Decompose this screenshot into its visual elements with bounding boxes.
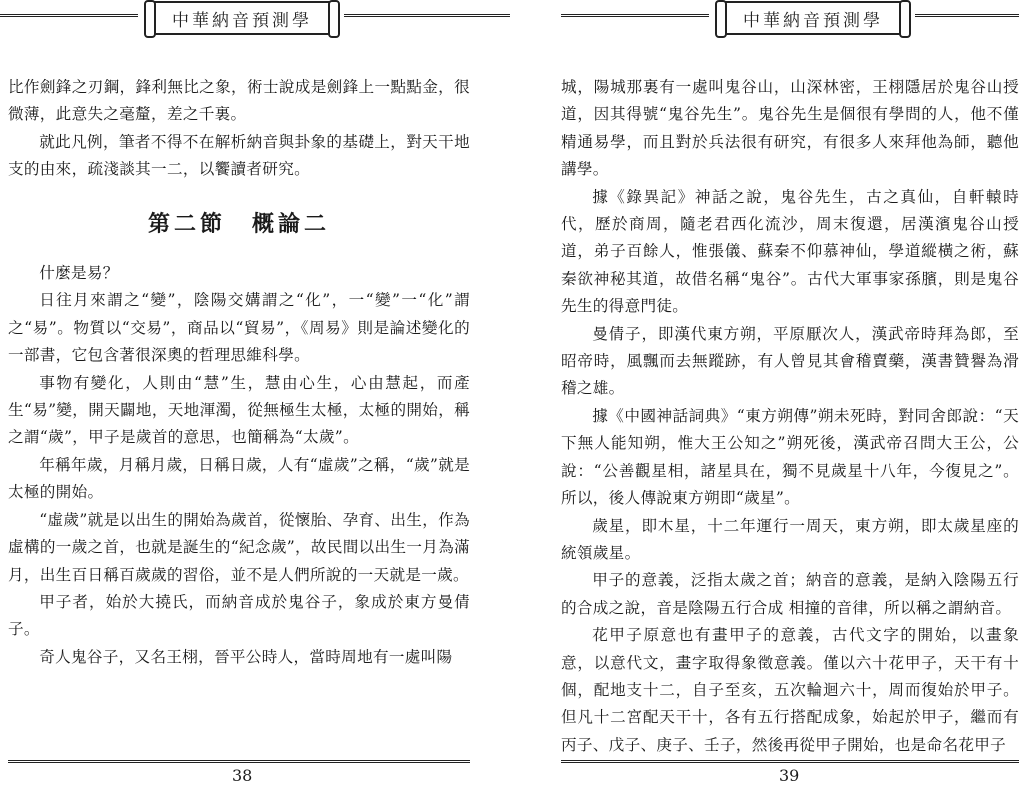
page-number: 38: [232, 766, 253, 785]
right-body: [561, 74, 1019, 759]
header-rule-left: [0, 14, 138, 17]
paragraph: 奇人鬼谷子，又名王栩，晉平公時人，當時周地有一處叫陽: [39, 647, 453, 666]
paragraph: 曼倩子，即漢代東方朔，平原厭次人，漢武帝時拜為郎，至昭帝時，風飄而去無蹤跡，有人曾見其會稽賣藥，漢書贊譽為滑稽之雄。: [561, 324, 1019, 398]
paragraph: 甲子者，始於大撓氏，而納音成於鬼谷子，象成於東方曼倩子。: [8, 592, 470, 639]
paragraph: 甲子的意義，泛指太歲之首；納音的意義，是納入陰陽五行的合成之說，音是陰陽五行合成 相撞的音律，所以稱之謂納音。: [561, 571, 1019, 617]
paragraph: “虛歲”就是以出生的開始為歲首，從懷胎、孕育、出生，作為虛構的一歲之首，也就是誕生的“紀念歲”，故民間以出生一月為滿月，出生百日稱百歲歲的習俗，並不是人們所說的一天就是一歲。: [8, 510, 470, 584]
right-page: [511, 0, 1021, 792]
page-number: 39: [779, 766, 800, 785]
paragraph: 年稱年歲，月稱月歲，日稱日歲，人有“虛歲”之稱，“歲”就是太極的開始。: [8, 455, 470, 502]
left-page: [0, 0, 510, 792]
header-title: 中華納音預測學: [172, 10, 312, 31]
header-banner: [150, 1, 334, 35]
paragraph: 城，陽城那裏有一處叫鬼谷山，山深林密，王栩隱居於鬼谷山授道，因其得號“鬼谷先生”。鬼谷先生是個很有學問的人，他不僅精通易學，而且對於兵法很有研究，有很多人來拜他為師，聽他講學。: [561, 78, 1019, 179]
paragraph: 就此凡例，筆者不得不在解析納音與卦象的基礎上，對天干地支的由來，疏淺談其一二，以饗讀者研究。: [8, 132, 470, 179]
header-rule-right: [344, 14, 510, 17]
paragraph: 比作劍鋒之刃鋼，鋒利無比之象，術士說成是劍鋒上一點點金，很微薄，此意失之毫釐，差之千裏。: [8, 78, 470, 124]
paragraph: 事物有變化，人則由“慧”生，慧由心生，心由慧起，而產生“易”變，開天闢地，天地渾濁，從無極生太極，太極的開始，稱之謂“歲”，甲子是歲首的意思，也簡稱為“太歲”。: [8, 373, 470, 447]
paragraph: 據《中國神話詞典》“東方朔傳”朔未死時，對同舍郎說：“天下無人能知朔，惟大王公知之”朔死後，漢武帝召問大王公，公說：“公善觀星相，諸星具在，獨不見歲星十八年，今復見之”。所以，後人傳說東方朔即“歲星”。: [561, 406, 1019, 508]
footer-rule: [561, 760, 1019, 763]
paragraph: 歲星，即木星，十二年運行一周天，東方朔，即太歲星座的統領歲星。: [561, 516, 1019, 562]
footer-rule: [8, 760, 470, 763]
paragraph: 據《錄異記》神話之說，鬼谷先生，古之真仙，自軒轅時代，歷於商周，隨老君西化流沙，周末復還，居漢濱鬼谷山授道，弟子百餘人，惟張儀、蘇秦不仰慕神仙，學道縱橫之術，蘇秦欲神秘其道，故借名稱“鬼谷”。古代大軍事家孫臏，則是鬼谷先生的得意門徒。: [561, 187, 1019, 316]
paragraph: 花甲子原意也有畫甲子的意義，古代文字的開始，以畫象意，以意代文，畫字取得象徵意義。僅以六十花甲子，天干有十個，配地支十二，自子至亥，五次輪迴六十，周而復始於甲子。但凡十二宮配天干十，各有五行搭配成象，始起於甲子，繼而有丙子、戊子、庚子、壬子，然後再從甲子開始，也是命名花甲子: [561, 626, 1019, 754]
header-title: 中華納音預測學: [743, 10, 883, 31]
header-rule-right: [915, 14, 1019, 17]
left-body: [8, 74, 470, 671]
paragraph: 什麼是易？: [39, 264, 119, 283]
paragraph: 日往月來謂之“變”，陰陽交媾謂之“化”，一“變”一“化”謂之“易”。物質以“交易”，商品以“貿易”，《周易》則是論述變化的一部書，它包含著很深奧的哲理思維科學。: [8, 291, 470, 365]
header-rule-left: [561, 14, 709, 17]
header-banner: [721, 1, 905, 35]
section-title: 第二節 概論二: [147, 210, 330, 237]
